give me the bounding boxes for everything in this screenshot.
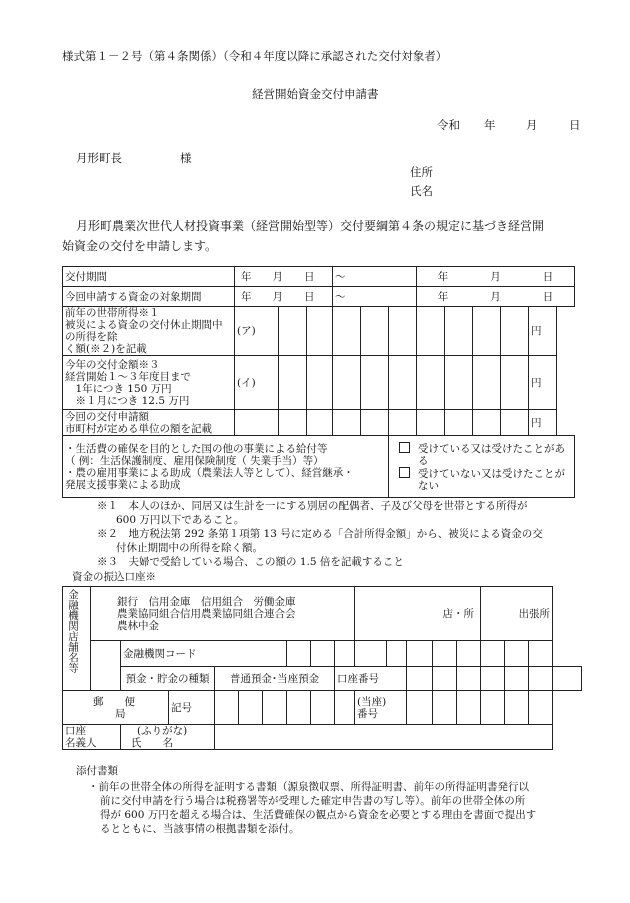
branch-label: 店・所 — [355, 587, 481, 641]
checkbox[interactable] — [399, 442, 410, 453]
digit-cell[interactable] — [279, 356, 307, 410]
number-cell[interactable] — [481, 691, 505, 725]
symbol-cell[interactable] — [311, 691, 335, 725]
code-cell[interactable] — [355, 641, 387, 667]
digit-cell[interactable] — [333, 356, 361, 410]
digit-cell[interactable] — [501, 307, 529, 356]
symbol-cell[interactable] — [287, 691, 311, 725]
note-2: ※２ 地方税法第 292 条第１項第 13 号に定める「合計所得金額」から、被災による資金の交 — [97, 528, 543, 540]
touza-label: (当座) 番号 — [355, 691, 407, 725]
note-1-cont: 600 万円以下であること。 — [116, 514, 245, 526]
request-tilde: ～ — [333, 287, 417, 307]
sub-branch-label: 出張所 — [481, 587, 553, 641]
code-cell[interactable] — [457, 641, 481, 667]
table-row — [63, 287, 575, 307]
yen-unit: 円 — [529, 356, 557, 410]
amount-label: 今年の交付金額※３ 経営開始１～３年度目まで 1年につき 150 万円 ※１月につき 12.5 万円 — [63, 356, 235, 410]
digit-cell[interactable] — [501, 356, 529, 410]
page-title: 経営開始資金交付申請書 — [252, 87, 379, 101]
code-cell[interactable] — [407, 641, 433, 667]
attachment-line-3: 得が 600 万円を超える場合は、生活費確保の観点から資金を必要とする理由を書面で提出す — [100, 809, 537, 821]
digit-cell[interactable] — [445, 410, 473, 436]
request-end: 年 月 日 — [417, 287, 575, 307]
blank-cell — [91, 667, 121, 691]
date-year: 年 — [484, 118, 496, 132]
deposit-type-label: 預金・貯金の種類 — [121, 667, 215, 691]
period-tilde: ～ — [333, 267, 417, 287]
account-cell[interactable] — [433, 667, 457, 691]
date-era: 令和 — [437, 118, 460, 132]
digit-cell[interactable] — [307, 356, 333, 410]
digit-cell[interactable] — [473, 307, 501, 356]
digit-cell[interactable] — [279, 410, 307, 436]
symbol-cell[interactable] — [335, 691, 355, 725]
code-cell[interactable] — [505, 641, 529, 667]
name-label: 氏名 — [410, 184, 433, 198]
digit-cell[interactable] — [361, 410, 389, 436]
code-cell[interactable] — [387, 641, 407, 667]
account-cell[interactable] — [529, 667, 553, 691]
digit-cell[interactable] — [389, 410, 417, 436]
symbol-cell[interactable] — [215, 691, 239, 725]
symbol-label: 記号 — [169, 691, 215, 725]
number-cell[interactable] — [505, 691, 529, 725]
mark-i: (イ) — [235, 356, 279, 410]
code-cell[interactable] — [481, 641, 505, 667]
address-label: 住所 — [410, 165, 433, 179]
period-end: 年 月 日 — [417, 267, 575, 287]
digit-cell[interactable] — [417, 307, 445, 356]
account-heading: 資金の振込口座※ — [72, 571, 156, 583]
symbol-cell[interactable] — [263, 691, 287, 725]
other-support-label: ・生活費の確保を目的とした国の他の事業による給付等 （ 例：生活保護制度、雇用保険制度（ 失業手当）等） ・農の雇用事業による助成（農業法人等として）、経営継承・ 発展支援事業による助成 — [63, 436, 389, 498]
form-id: 様式第１－２号（第４条関係）（令和４年度以降に承認された交付対象者） — [62, 49, 448, 63]
account-cell[interactable] — [553, 667, 582, 691]
symbol-cell[interactable] — [239, 691, 263, 725]
number-cell[interactable] — [529, 691, 553, 725]
request-start: 年 月 日 — [235, 287, 333, 307]
number-cell[interactable] — [457, 691, 481, 725]
digit-cell[interactable] — [389, 307, 417, 356]
attachment-line-2: 前に交付申請を行う場合は税務署等が受理した確定申告書の写し等）。前年の世帯全体の所 — [100, 795, 526, 807]
date-month: 月 — [526, 118, 538, 132]
period-start: 年 月 日 — [235, 267, 333, 287]
holder-name-label: (ふりがな) 氏 名 — [121, 725, 215, 750]
code-cell[interactable] — [287, 641, 311, 667]
account-cell[interactable] — [457, 667, 481, 691]
digit-cell[interactable] — [473, 356, 501, 410]
blank-cell — [235, 410, 279, 436]
application-table — [62, 266, 575, 498]
honorific: 様 — [180, 151, 192, 165]
code-cell[interactable] — [335, 641, 355, 667]
digit-cell[interactable] — [445, 356, 473, 410]
request-label: 今回申請する資金の対象期間 — [63, 287, 235, 307]
bank-vertical-label: 金融機関店舗名等 — [63, 587, 91, 691]
attachment-line-4: るとともに、当該事情の根拠書類を添付。 — [100, 823, 300, 835]
code-cell[interactable] — [311, 641, 335, 667]
table-row — [63, 641, 582, 667]
table-row — [63, 410, 575, 436]
digit-cell[interactable] — [307, 307, 333, 356]
not-received-option[interactable]: 受けていない又は受けたことが — [399, 467, 572, 480]
account-cell[interactable] — [407, 667, 433, 691]
digit-cell[interactable] — [445, 307, 473, 356]
attachment-line-1: ・前年の世帯全体の所得を証明する書類（源泉徴収票、所得証明書、前年の所得証明書発行以 — [88, 781, 529, 793]
yen-unit: 円 — [529, 307, 557, 356]
holder-label: 口座 名義人 — [63, 725, 121, 750]
digit-cell[interactable] — [333, 307, 361, 356]
digit-cell[interactable] — [279, 307, 307, 356]
income-label: 前年の世帯所得※１ 被災による資金の交付休止期間中の所得を除 く額(※２)を記載 — [63, 307, 235, 356]
receipt-choices: 受けている又は受けたことがあ る 受けていない又は受けたことが ない — [389, 436, 575, 498]
checkbox[interactable] — [399, 467, 410, 478]
bank-table — [62, 586, 582, 750]
digit-cell[interactable] — [501, 410, 529, 436]
table-row — [63, 667, 582, 691]
digit-cell[interactable] — [333, 410, 361, 436]
number-cell[interactable] — [407, 691, 433, 725]
table-row — [63, 725, 582, 750]
current-label: 今回の交付申請額 市町村が定める単位の額を記載 — [63, 410, 235, 436]
digit-cell[interactable] — [389, 356, 417, 410]
table-row — [63, 691, 582, 725]
digit-cell[interactable] — [417, 356, 445, 410]
digit-cell[interactable] — [473, 410, 501, 436]
code-cell[interactable] — [433, 641, 457, 667]
holder-name-field[interactable] — [215, 725, 553, 750]
bank-code-label: 金融機関コード — [121, 641, 287, 667]
note-3: ※３ 夫婦で受給している場合、この額の 1.5 倍を記載すること — [97, 556, 404, 568]
table-row — [63, 587, 582, 641]
addressee: 月形町長 — [76, 151, 122, 165]
digit-cell[interactable] — [361, 356, 389, 410]
table-row — [63, 356, 575, 410]
digit-cell[interactable] — [361, 307, 389, 356]
post-office-label: 郵 便 局 — [63, 691, 169, 725]
account-cell[interactable] — [505, 667, 529, 691]
deposit-type-value[interactable]: 普通預金･当座預金 — [215, 667, 335, 691]
digit-cell[interactable] — [417, 410, 445, 436]
received-option[interactable]: 受けている又は受けたことがあ — [399, 442, 572, 455]
body-line-1: 月形町農業次世代人材投資事業（経営開始型等）交付要綱第４条の規定に基づき経営開 — [76, 219, 545, 233]
code-cell[interactable] — [529, 641, 553, 667]
table-row — [63, 436, 575, 498]
table-row — [63, 267, 575, 287]
yen-unit: 円 — [529, 410, 557, 436]
table-row — [63, 307, 575, 356]
mark-a: (ア) — [235, 307, 279, 356]
account-no-label: 口座番号 — [335, 667, 407, 691]
date-day: 日 — [569, 118, 581, 132]
number-cell[interactable] — [433, 691, 457, 725]
note-1: ※１ 本人のほか、同居又は生計を一にする別居の配偶者、子及び父母を世帯とする所得が — [97, 500, 528, 512]
body-line-2: 始資金の交付を申請します。 — [62, 239, 218, 253]
institution-types: 銀行 信用金庫 信用組合 労働金庫 農業協同組合信用農業協同組合連合会 農林中金 — [91, 587, 355, 641]
period-label: 交付期間 — [63, 267, 235, 287]
digit-cell[interactable] — [307, 410, 333, 436]
attachments-heading: 添付書類 — [76, 765, 118, 777]
note-2-cont: 付休止期間中の所得を除く額。 — [116, 542, 263, 554]
account-cell[interactable] — [481, 667, 505, 691]
blank-cell — [91, 641, 121, 667]
